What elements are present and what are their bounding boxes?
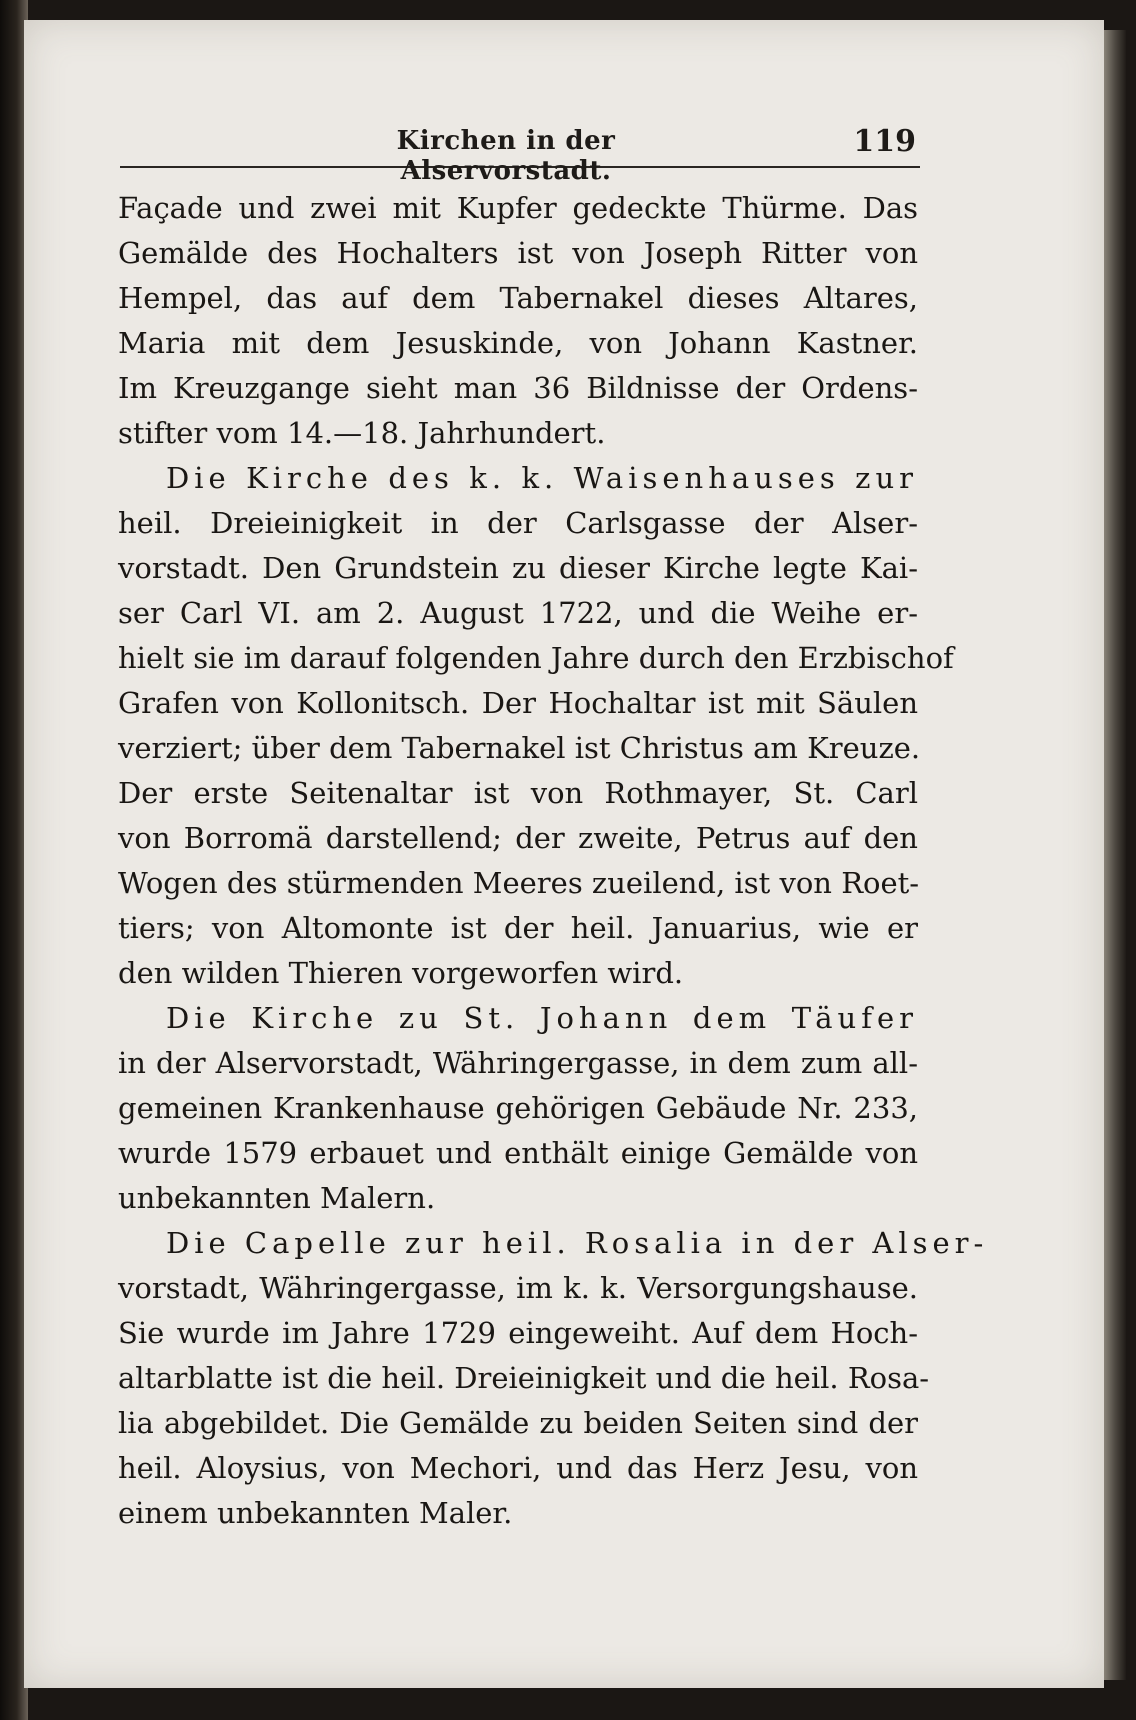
text-line: Sie wurde im Jahre 1729 eingeweiht. Auf dem Hoch- <box>118 1316 918 1350</box>
text-line: verziert; über dem Tabernakel ist Christus am Kreuze. <box>118 731 921 765</box>
paragraph-heading-line: Die Kirche zu St. Johann dem Täufer <box>166 1001 918 1035</box>
text-line: ser Carl VI. am 2. August 1722, und die Weihe er- <box>118 596 918 630</box>
text-line: stifter vom 14.—18. Jahrhundert. <box>118 416 606 450</box>
text-line: tiers; von Altomonte ist der heil. Januarius, wie er <box>118 911 918 945</box>
text-line: in der Alservorstadt, Währingergasse, in dem zum all- <box>118 1046 918 1080</box>
paragraph-heading-line: Die Capelle zur heil. Rosalia in der Alser- <box>166 1226 989 1260</box>
text-line: den wilden Thieren vorgeworfen wird. <box>118 956 684 990</box>
text-line: heil. Dreieinigkeit in der Carlsgasse der Alser- <box>118 506 918 540</box>
paragraph-heading-line: Die Kirche des k. k. Waisenhauses zur <box>166 461 918 495</box>
body-text <box>118 186 989 1536</box>
running-head-title: Kirchen in der Alservorstadt. <box>396 126 616 186</box>
text-line: unbekannten Malern. <box>118 1181 436 1215</box>
text-line: Maria mit dem Jesuskinde, von Johann Kastner. <box>118 326 918 360</box>
text-line: altarblatte ist die heil. Dreieinigkeit und die heil. Rosa- <box>118 1361 930 1395</box>
text-line: gemeinen Krankenhause gehörigen Gebäude Nr. 233, <box>118 1091 918 1125</box>
text-line: Façade und zwei mit Kupfer gedeckte Thürme. Das <box>118 191 918 225</box>
text-line: wurde 1579 erbauet und enthält einige Gemälde von <box>118 1136 918 1170</box>
text-line: von Borromä darstellend; der zweite, Petrus auf den <box>118 821 918 855</box>
text-line: vorstadt. Den Grundstein zu dieser Kirche legte Kai- <box>118 551 918 585</box>
text-line: vorstadt, Währingergasse, im k. k. Versorgungshause. <box>118 1271 918 1305</box>
running-head <box>120 124 920 186</box>
text-line: Wogen des stürmenden Meeres zueilend, ist von Roet- <box>118 866 920 900</box>
text-line: Hempel, das auf dem Tabernakel dieses Altares, <box>118 281 918 315</box>
text-line: Im Kreuzgange sieht man 36 Bildnisse der Ordens- <box>118 371 918 405</box>
page-number: 119 <box>853 124 916 159</box>
text-line: Gemälde des Hochalters ist von Joseph Ritter von <box>118 236 918 270</box>
text-line: heil. Aloysius, von Mechori, und das Herz Jesu, von <box>118 1451 918 1485</box>
text-line: Der erste Seitenaltar ist von Rothmayer, St. Carl <box>118 776 918 810</box>
text-line: hielt sie im darauf folgenden Jahre durch den Erzbischof <box>118 641 954 675</box>
text-line: Grafen von Kollonitsch. Der Hochaltar ist mit Säulen <box>118 686 918 720</box>
text-line: einem unbekannten Maler. <box>118 1496 513 1530</box>
page-edge <box>1104 30 1126 1680</box>
text-line: lia abgebildet. Die Gemälde zu beiden Seiten sind der <box>118 1406 918 1440</box>
